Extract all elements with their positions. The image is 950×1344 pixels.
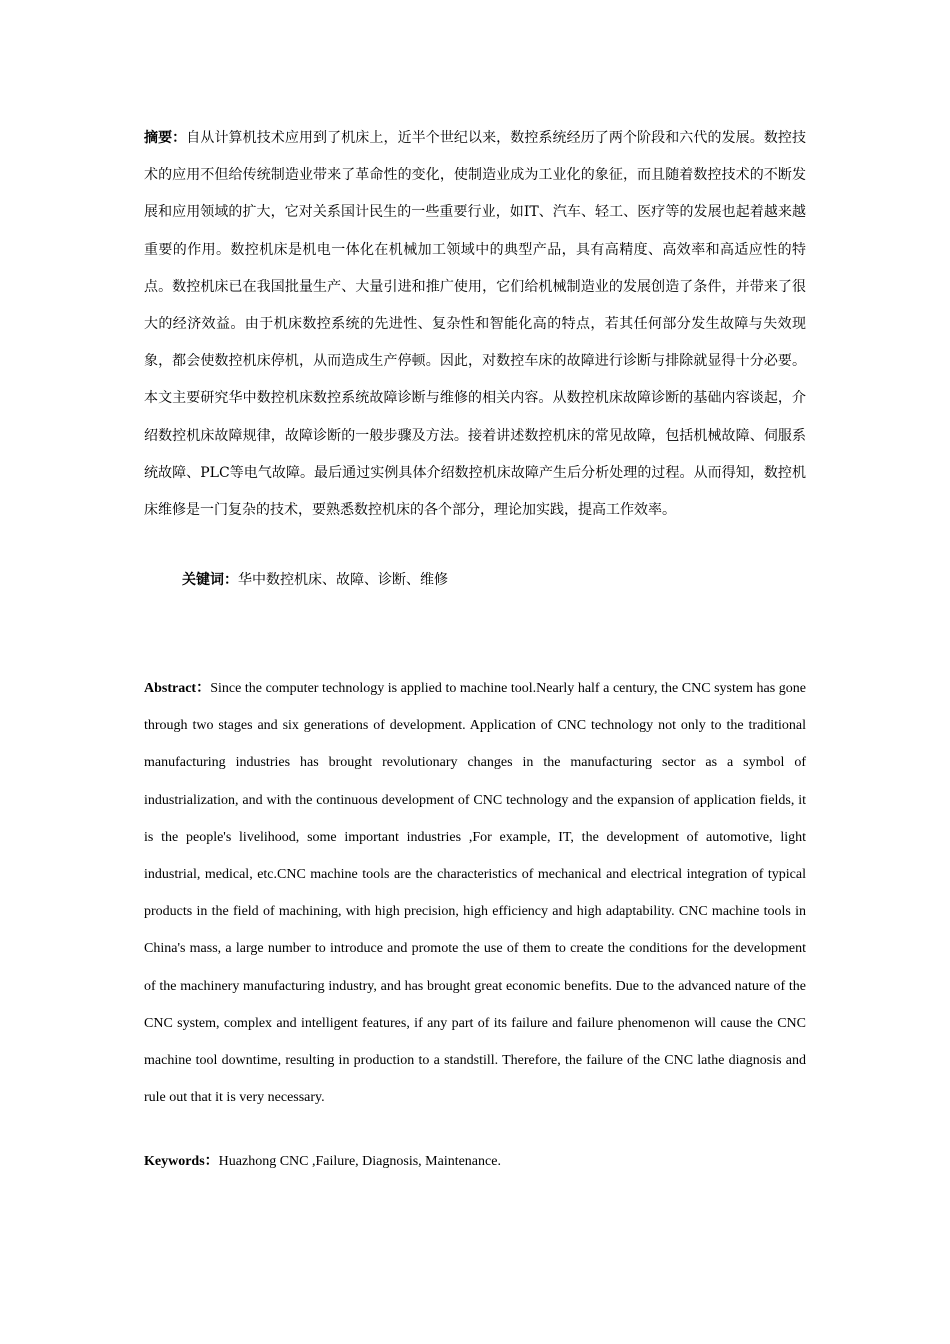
english-keywords — [144, 1150, 806, 1174]
chinese-keywords-text: 华中数控机床、故障、诊断、维修 — [238, 572, 448, 588]
english-abstract — [144, 670, 806, 1116]
english-abstract-label: Abstract： — [144, 681, 211, 696]
english-abstract-text: Since the computer technology is applied to machine tool.Nearly half a century, the CNC system has gone through two stages and six generations of development. Application of CNC technology not only to the traditional manufacturing industries has brought revolutionary changes in the manufacturing sector as a symbol of industrialization, and with the continuous development of CNC technology and the expansion of application fields, it is the people's livelihood, some important industries ,For example, IT, the development of automotive, light industrial, medical, etc.CNC machine tools are the characteristics of mechanical and electrical integration of typical products in the field of machining, with high precision, high efficiency and high adaptability. CNC machine tools in China's mass, a large number to introduce and promote the use of them to create the conditions for the development of the machinery manufacturing industry, and has brought great economic benefits. Due to the advanced nature of the CNC system, complex and intelligent features, if any part of its failure and failure phenomenon will cause the CNC machine tool downtime, resulting in production to a standstill. Therefore, the failure of the CNC lathe diagnosis and rule out that it is very necessary. — [144, 681, 806, 1106]
chinese-abstract — [144, 120, 806, 529]
chinese-keywords-label: 关键词： — [182, 572, 238, 588]
chinese-abstract-text: 自从计算机技术应用到了机床上，近半个世纪以来，数控系统经历了两个阶段和六代的发展。数控技术的应用不但给传统制造业带来了革命性的变化，使制造业成为工业化的象征，而且随着数控技术的不断发展和应用领域的扩大，它对关系国计民生的一些重要行业，如IT、汽车、轻工、医疗等的发展也起着越来越重要的作用。数控机床是机电一体化在机械加工领域中的典型产品，具有高精度、高效率和高适应性的特点。数控机床已在我国批量生产、大量引进和推广使用，它们给机械制造业的发展创造了条件，并带来了很大的经济效益。由于机床数控系统的先进性、复杂性和智能化高的特点，若其任何部分发生故障与失效现象，都会使数控机床停机，从而造成生产停顿。因此，对数控车床的故障进行诊断与排除就显得十分必要。本文主要研究华中数控机床数控系统故障诊断与维修的相关内容。从数控机床故障诊断的基础内容谈起，介绍数控机床故障规律，故障诊断的一般步骤及方法。接着讲述数控机床的常见故障，包括机械故障、伺服系统故障、PLC等电气故障。最后通过实例具体介绍数控机床故障产生后分析处理的过程。从而得知，数控机床维修是一门复杂的技术，要熟悉数控机床的各个部分，理论加实践，提高工作效率。 — [144, 130, 807, 519]
english-keywords-label: Keywords： — [144, 1154, 219, 1169]
english-keywords-text: Huazhong CNC ,Failure, Diagnosis, Maintenance. — [218, 1154, 501, 1169]
chinese-keywords — [182, 568, 802, 592]
chinese-abstract-label: 摘要： — [144, 130, 187, 146]
